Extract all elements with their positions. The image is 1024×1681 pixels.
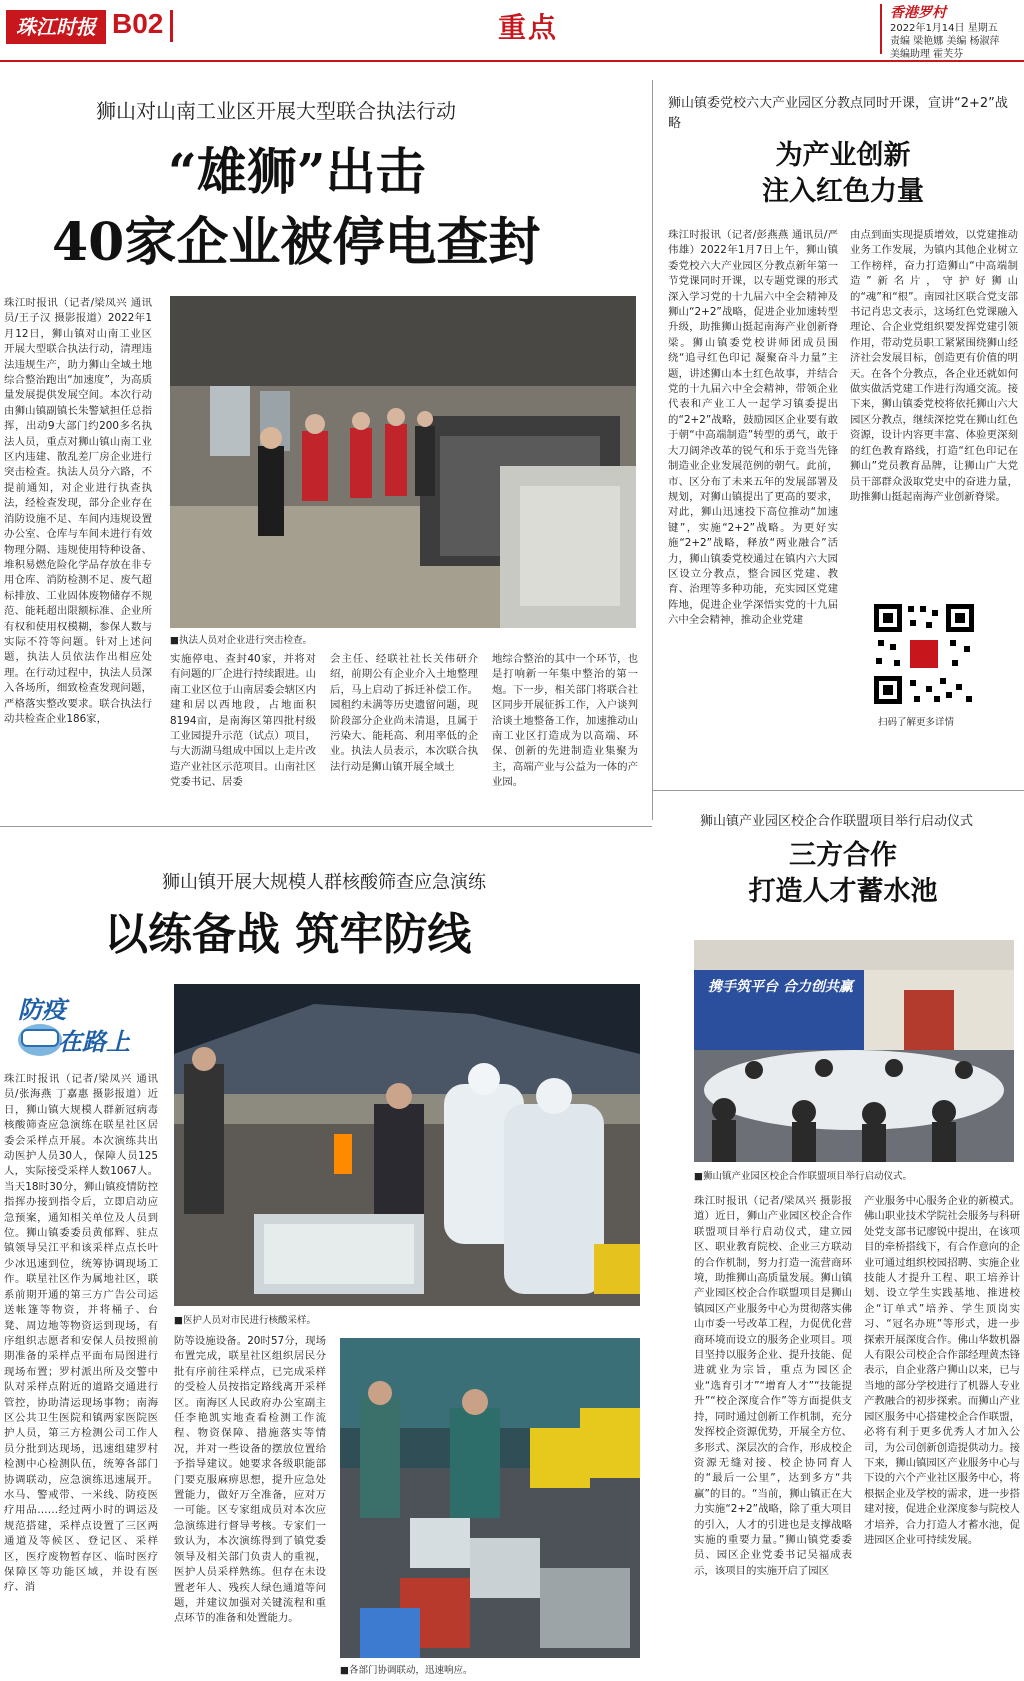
editor-credits: 责编 梁艳娜 美编 杨淑萍 [890,36,1000,47]
section-divider [652,790,1024,791]
divider [880,4,882,54]
article1-body-col2: 实施停电、查封40家，并将对有问题的厂企进行持续跟进。山南工业区位于山南居委会辖区内建和居以西地段，占地面积8194亩，是南海区第四批村级工业园提升示范（试点）项目，与大沥湖马组成中国以上走片改造产业社区示范项目。山南社区党委书记、居委 [170,653,316,789]
article4-kicker: 狮山镇产业园区校企合作联盟项目举行启动仪式 [700,814,974,829]
article4-photo-caption: ■狮山镇产业园区校企合作联盟项目举行启动仪式。 [694,1171,912,1182]
article2-body-col2: 由点到面实现提质增效，以党建推动业务工作发展，为镇内其他企业树立工作榜样，奋力打造狮山“中高端制造”新名片，守护好狮山的“魂”和“根”。南园社区联合党支部书记肖忠文表示，这场红色党课融入理论、合企业党组织要发挥党建引领作用，带动党员职工紧紧围绕狮山经济社会发展目标，创造更有价值的明天。在各个分教点，各企业还就如何做实做活党建工作进行沟通交流。接下来，狮山镇委党校将依托狮山六大园区分教点，继续深挖党在狮山红色资源，设计内容更丰富、体验更深刻的红色教育路线，打造“红色印记在狮山”党员教育品牌，让狮山广大党员干部群众汲取党史中的奋进力量，助推狮山挺起南海产业创新脊梁。 [850,229,1018,503]
section-label: 重点 [498,11,559,44]
article4-photo [694,940,1014,1162]
brand-mark: 香港罗村 [890,5,946,21]
article1-body-col3: 会主任、经联社社长关伟研介绍，前期公有企业介入土地整理后，马上启动了拆迁补偿工作。园租约未满等历史遗留问题，现阶段部分企业尚未清退，且属于污染大、能耗高、利用率低的企业。执法人员表示，本次联合执法行动是狮山镇开展全域土 [330,653,478,773]
section-divider [0,826,652,827]
badge-title: 防疫 [18,996,66,1024]
article1-body-col1: 珠江时报讯（记者/梁凤兴 通讯员/王子汉 摄影报道）2022年1月12日，狮山镇对山南工业区开展大型联合执法行动，清理违法违规生产，助力狮山全域土地综合整治跑出“加速度”，为高质量发展提供发展空间。本次行动由狮山镇副镇长朱警斌担任总指挥，出动9大部门约200多名执法人员，重点对狮山镇山南工业区内违建、散乱差厂房企业进行突击检查。执法人员分六路，不提前通知，对企业进行执查执法，经检查发现，部分企业存在消防设施不足、车间内违规设置办公室、仓库与车间未进行有效物理分隔、违规使用特种设备、堆积易燃危险化学品存放在非专用仓库、消防检测不足、废气超标排放、工业固体废物储存不规范、能耗超出限额标准、企业所有权和使用权模糊，参保人数与实际不符等问题。针对上述问题，执法人员依法作出相应处理。在行动过程中，执法人员深入各场所，细致检查发现问题，严格落实整改要求。联合执法行动共检查企业186家， [4,297,152,725]
article1-photo-caption: ■执法人员对企业进行突击检查。 [170,635,312,646]
article3-photo1 [174,984,640,1306]
photo-banner-text: 携手筑平台 合力创共赢 [708,979,853,995]
article1-headline-2: 40家企业被停电查封 [52,212,541,273]
epidemic-badge [10,990,160,1060]
article4-headline-2: 打造人才蓄水池 [748,876,938,907]
article1-body-col4: 地综合整治的其中一个环节，也是打响新一年集中整治的第一炮。下一步，相关部门将联合社区同步开展征拆工作，入户谈判洽谈土地整备工作，加速推动山南工业区打造成为以高端、环保、创新的先进制造业集聚为主，高端产业与公益为一体的产业园。 [492,653,638,789]
article2-headline-2: 注入红色力量 [762,176,924,207]
article2-body-col1: 珠江时报讯（记者/彭燕燕 通讯员/严伟雄）2022年1月7日上午，狮山镇委党校六大产业园区分教点新年第一节党课同时开课，以专题党课的形式深入学习党的十九届六中全会精神及狮山“2+2”战略，促进企业加速转型升级，助推狮山挺起南海产业创新脊梁。狮山镇委党校讲师团成员围绕“追寻红色印记 凝聚奋斗力量”主题，讲述狮山本土红色故事，并结合党的十九届六中全会精神，带领企业代表和产业工人一起学习镇委提出的“2+2”战略，鼓励园区企业要有敢于朝“中高端制造”转型的勇气，敢于大刀阔斧改革的锐气和乐于竞当先锋制造业企业发展范例的朝气。此前，市、区分布了未来五年的发展部署及规划，对狮山镇提出了更高的要求，对此，狮山迅速投下高位推动“加速键”，实施“2+2”战略。为更好实施“2+2”战略，释放“两业融合”活力，狮山镇委党校通过在镇内六大园区设立分教点，整合园区党建、教育、治理等多种功能，充实园区党建阵地，促进企业学深悟实党的十九届六中全会精神，推动企业党建 [668,229,838,627]
masthead [0,0,1024,60]
column-divider [652,80,653,820]
article1-kicker: 狮山对山南工业区开展大型联合执法行动 [96,99,456,123]
article2-headline: 为产业创新 [775,140,911,171]
article4-body-col1: 珠江时报讯（记者/梁凤兴 摄影报道）近日，狮山产业园区校企合作联盟项目举行启动仪式，建立园区、职业教育院校、企业三方联动的合作机制，努力打造一流营商环境，助推狮山高质量发展。狮山镇产业园区校企合作联盟项目是狮山镇园区产业服务中心为贯彻落实佛山市委一号改革工程，力促优化营商环境而设立的服务企业项目。项目坚持以服务企业、提升技能、促进就业为宗旨，重点为园区企业“选育引才”“增育人才”“技能提升”“校企深度合作”等方面提供支持，同时通过创新工作机制，充分发挥校企资源优势，开展全方位、多形式、深层次的合作，形成校企资源无缝对接、校企协同育人的“最后一公里”，达到多方“共赢”的目的。“当前，狮山镇正在大力实施“2+2”战略，除了重大项目的引入，人才的引进也是支撑战略实施的重要力量。”狮山镇党委委员、园区企业党委书记吴福成表示，该项目的实施开启了园区 [694,1195,852,1577]
article4-headline: 三方合作 [789,840,897,871]
badge-subtitle: 在路上 [58,1028,130,1056]
article3-body-col1: 珠江时报讯（记者/梁凤兴 通讯员/张海燕 丁嘉惠 摄影报道）近日，狮山镇大规模人群新冠病毒核酸筛查应急演练在联星社区居委会采样点开展。本次演练共出动医护人员30人，保障人员125人，实际接受采样人数1067人。当天18时30分，狮山镇疫情防控指挥办接到指令后，立即启动应急预案，通知相关单位及人员到位。狮山镇委委员黄郁辉、驻点镇领导吴江平和该采样点点长叶少冰迅速到位，统筹协调现场工作。联星社区作为属地社区，联系前期开通的第三方广告公司运送帐篷等物资，并将桶子、台凳、周边地等物资运到现场，有序组织志愿者和安保人员按照前期准备的采样点平面布局图进行现场布置；罗村派出所及交警中队对采样点附近的道路交通进行管控，协助清运现场事物；南海区公共卫生医院和镇两家医院医护人员，第三方检测公司工作人员分批到达现场，迅速组建罗村检测中心检测队伍，统筹各部门协调联动，应急演练迅速展开。水马、警戒带、一米线、防疫医疗用品……经过两小时的调运及规范搭建，采样点设置了三区两通道及等候区、登记区、采样区，医疗废物暂存区、临时医疗保障区等功能区域，并设有医疗、消 [4,1073,158,1594]
article2-kicker: 狮山镇委党校六大产业园区分教点同时开课，宣讲“2+2”战略 [668,96,1008,131]
article3-kicker: 狮山镇开展大规模人群核酸筛查应急演练 [162,872,486,893]
editor-assistant: 美编助理 霍芙芬 [890,49,964,60]
article3-photo2 [340,1338,640,1658]
article3-body-col2: 防等设施设备。20时57分，现场布置完成，联星社区组织居民分批有序前往采样点，已完成采样的受检人员按指定路线离开采样区。南海区人民政府办公室副主任李艳凯实地查看检测工作流程、物资保障、措施落实等情况，并对一些设备的摆放位置给予指导建议。她要求各级职能部门要克服麻痹思想，提升应急处置能力，做好万全准备，应对万一可能。区专家组成员对本次应急演练进行督导考核。专家们一致认为，本次演练得到了镇党委领导及相关部门负责人的重视，医护人员采样熟练。但存在未设置老年人、残疾人绿色通道等问题，并建议加强对关键流程和重点环节的准备和处置能力。 [174,1335,326,1625]
article3-photo1-caption: ■医护人员对市民进行核酸采样。 [174,1315,316,1326]
qr-caption: 扫码了解更多详情 [878,717,955,728]
page-number: B02 [112,8,164,39]
divider [170,10,173,42]
newspaper-logo: 珠江时报 [6,10,106,44]
article3-headline: 以练备战 筑牢防线 [104,909,472,960]
masthead-rule [0,60,1024,62]
article3-photo2-caption: ■各部门协调联动，迅速响应。 [340,1665,473,1676]
article1-photo [170,296,636,628]
article4-body-col2: 产业服务中心服务企业的新模式。佛山职业技术学院社会服务与科研处党支部书记廖锐中提出，在该项目的牵桥搭线下，有合作意向的企业可通过组织校园招聘、实施企业技能人才提升工程、职工培养计划、设立学生实践基地、推进校企“订单式”培养、学生顶岗实习、“冠名办班”等形式，进一步探索开展深度合作。佛山华数机器人有限公司校企合作部经理黄杰锋表示，自企业落户狮山以来，已与当地的部分学校进行了机器人专业产教融合的初步探索。而狮山产业园区服务中心搭建校企合作联盟，必将有利于更多优秀人才加入公司，为公司创新创造提供动力。接下来，狮山镇园区产业服务中心与下设的六个产业社区服务中心，将根据企业及学校的需求，进一步搭建对接，促进企业深度参与院校人才培养，合力打造人才蓄水池，促进园区企业可持续发展。 [864,1195,1020,1546]
article1-headline: “雄狮”出击 [168,142,426,201]
issue-date: 2022年1月14日 星期五 [890,23,998,34]
qr-code[interactable] [870,600,978,708]
